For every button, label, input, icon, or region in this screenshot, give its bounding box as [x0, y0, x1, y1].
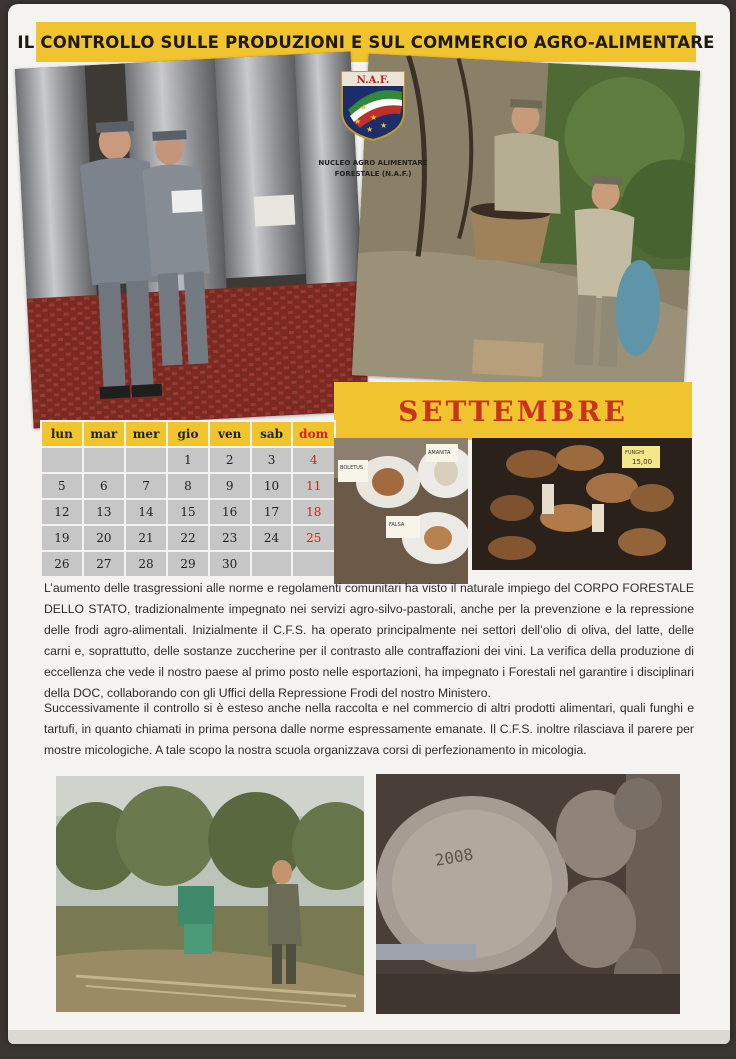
photo-wine-cellar	[15, 51, 369, 428]
calendar-week-row	[41, 551, 335, 577]
photo-mushroom-plates	[334, 438, 468, 584]
svg-text:★: ★	[360, 103, 368, 112]
naf-shield-icon	[340, 70, 406, 142]
calendar-day-cell: 20	[83, 525, 125, 551]
calendar-day-cell	[83, 447, 125, 473]
page-bottom-edge	[8, 1030, 730, 1044]
calendar-day-cell: 29	[167, 551, 209, 577]
svg-text:★: ★	[366, 125, 374, 134]
calendar-day-cell: 24	[251, 525, 293, 551]
svg-text:★: ★	[370, 113, 378, 122]
calendar-day-cell: 26	[41, 551, 83, 577]
calendar-day-cell-empty	[292, 551, 335, 577]
naf-acronym: N.A.F.	[356, 75, 390, 86]
calendar-day-cell: 23	[209, 525, 251, 551]
label-boletus: BOLETUS	[340, 465, 364, 471]
naf-logo	[318, 70, 428, 190]
calendar-day-cell-sunday: 25	[292, 525, 335, 551]
photo-porcini-crate	[472, 438, 692, 570]
paragraph-intro: L’aumento delle trasgressioni alle norme e regolamenti comunitari ha visto il naturale impiego del CORPO FORESTALE DELLO STATO, tradizionalmente impegnato nei servizi agro-silvo-pastorali, anche per la prevenzione e la repressione delle frodi agro-alimentali. Inizialmente il C.F.S. ha operato principalmente nei settori dell’olio di oliva, del latte, delle carni e, soprattutto, delle sostanze zuccherine per il contrasto alle contraffazioni dei vini. La verifica della produzione di eccellenza che vede il nostro paese al primo posto nelle esportazioni, ha impegnato i Forestali nel garantire i disciplinari della DOC, collaborando con gli Uffici della Repressione Frodi del nostro Ministero.	[44, 581, 694, 700]
day-header-sat: sab	[251, 421, 293, 447]
day-header-thu: gio	[167, 421, 209, 447]
calendar-day-cell: 21	[125, 525, 167, 551]
day-header-sun: dom	[292, 421, 335, 447]
calendar-header-row	[41, 421, 335, 447]
calendar-week-row	[41, 525, 335, 551]
calendar-day-cell: 10	[251, 473, 293, 499]
calendar-day-cell: 19	[41, 525, 83, 551]
calendar-page	[8, 4, 730, 1044]
naf-caption-line2: FORESTALE (N.A.F.)	[334, 170, 412, 178]
calendar-day-cell-sunday: 4	[292, 447, 335, 473]
naf-caption	[318, 158, 428, 180]
calendar-day-cell: 5	[41, 473, 83, 499]
calendar-week-row	[41, 499, 335, 525]
cheese-year: 2008	[433, 844, 475, 870]
calendar-day-cell: 27	[83, 551, 125, 577]
calendar-day-cell-sunday: 18	[292, 499, 335, 525]
calendar-day-cell: 3	[251, 447, 293, 473]
day-header-mon: lun	[41, 421, 83, 447]
calendar-day-cell: 22	[167, 525, 209, 551]
calendar-day-cell	[41, 447, 83, 473]
label-price: 15,00	[632, 458, 653, 466]
calendar-day-cell: 12	[41, 499, 83, 525]
calendar-day-cell: 14	[125, 499, 167, 525]
day-header-wed: mer	[125, 421, 167, 447]
calendar-day-cell: 2	[209, 447, 251, 473]
calendar-week-row	[41, 473, 335, 499]
photo-olive-grove	[56, 776, 364, 1012]
svg-text:★: ★	[380, 121, 388, 130]
calendar-day-cell: 1	[167, 447, 209, 473]
naf-caption-line1: NUCLEO AGRO ALIMENTARE	[318, 159, 428, 167]
calendar-week-row	[41, 447, 335, 473]
calendar-day-cell: 17	[251, 499, 293, 525]
month-banner	[334, 382, 692, 440]
page-title: IL CONTROLLO SULLE PRODUZIONI E SUL COMMERCIO AGRO-ALIMENTARE	[17, 32, 715, 52]
calendar-day-cell: 8	[167, 473, 209, 499]
label-funghi: FUNGHI	[625, 450, 645, 456]
calendar-day-cell: 13	[83, 499, 125, 525]
label-falsa: FALSA	[389, 522, 405, 528]
calendar-day-cell-empty	[251, 551, 293, 577]
label-amanita: AMANITA	[428, 450, 451, 456]
month-name: SETTEMBRE	[398, 394, 628, 428]
calendar-day-cell	[125, 447, 167, 473]
day-header-tue: mar	[83, 421, 125, 447]
calendar-day-cell: 16	[209, 499, 251, 525]
calendar-day-cell-sunday: 11	[292, 473, 335, 499]
calendar-day-cell: 15	[167, 499, 209, 525]
photo-cheese-wheels	[376, 774, 680, 1014]
paragraph-mushrooms: Successivamente il controllo si è esteso anche nella raccolta e nel commercio di altri prodotti alimentari, quali funghi e tartufi, in quanto chiamati in prima persona dalle norme espressamente emanate. Il C.F.S. inoltre rilasciava il parere per mostre micologiche. A tale scopo la nostra scuola organizzava corsi di perfezionamento in micologia.	[44, 701, 694, 757]
calendar-grid	[40, 420, 336, 578]
svg-text:★: ★	[354, 117, 362, 126]
calendar-day-cell: 7	[125, 473, 167, 499]
day-header-fri: ven	[209, 421, 251, 447]
title-banner	[17, 22, 715, 62]
calendar-day-cell: 28	[125, 551, 167, 577]
calendar-day-cell: 9	[209, 473, 251, 499]
calendar-day-cell: 30	[209, 551, 251, 577]
calendar-day-cell: 6	[83, 473, 125, 499]
